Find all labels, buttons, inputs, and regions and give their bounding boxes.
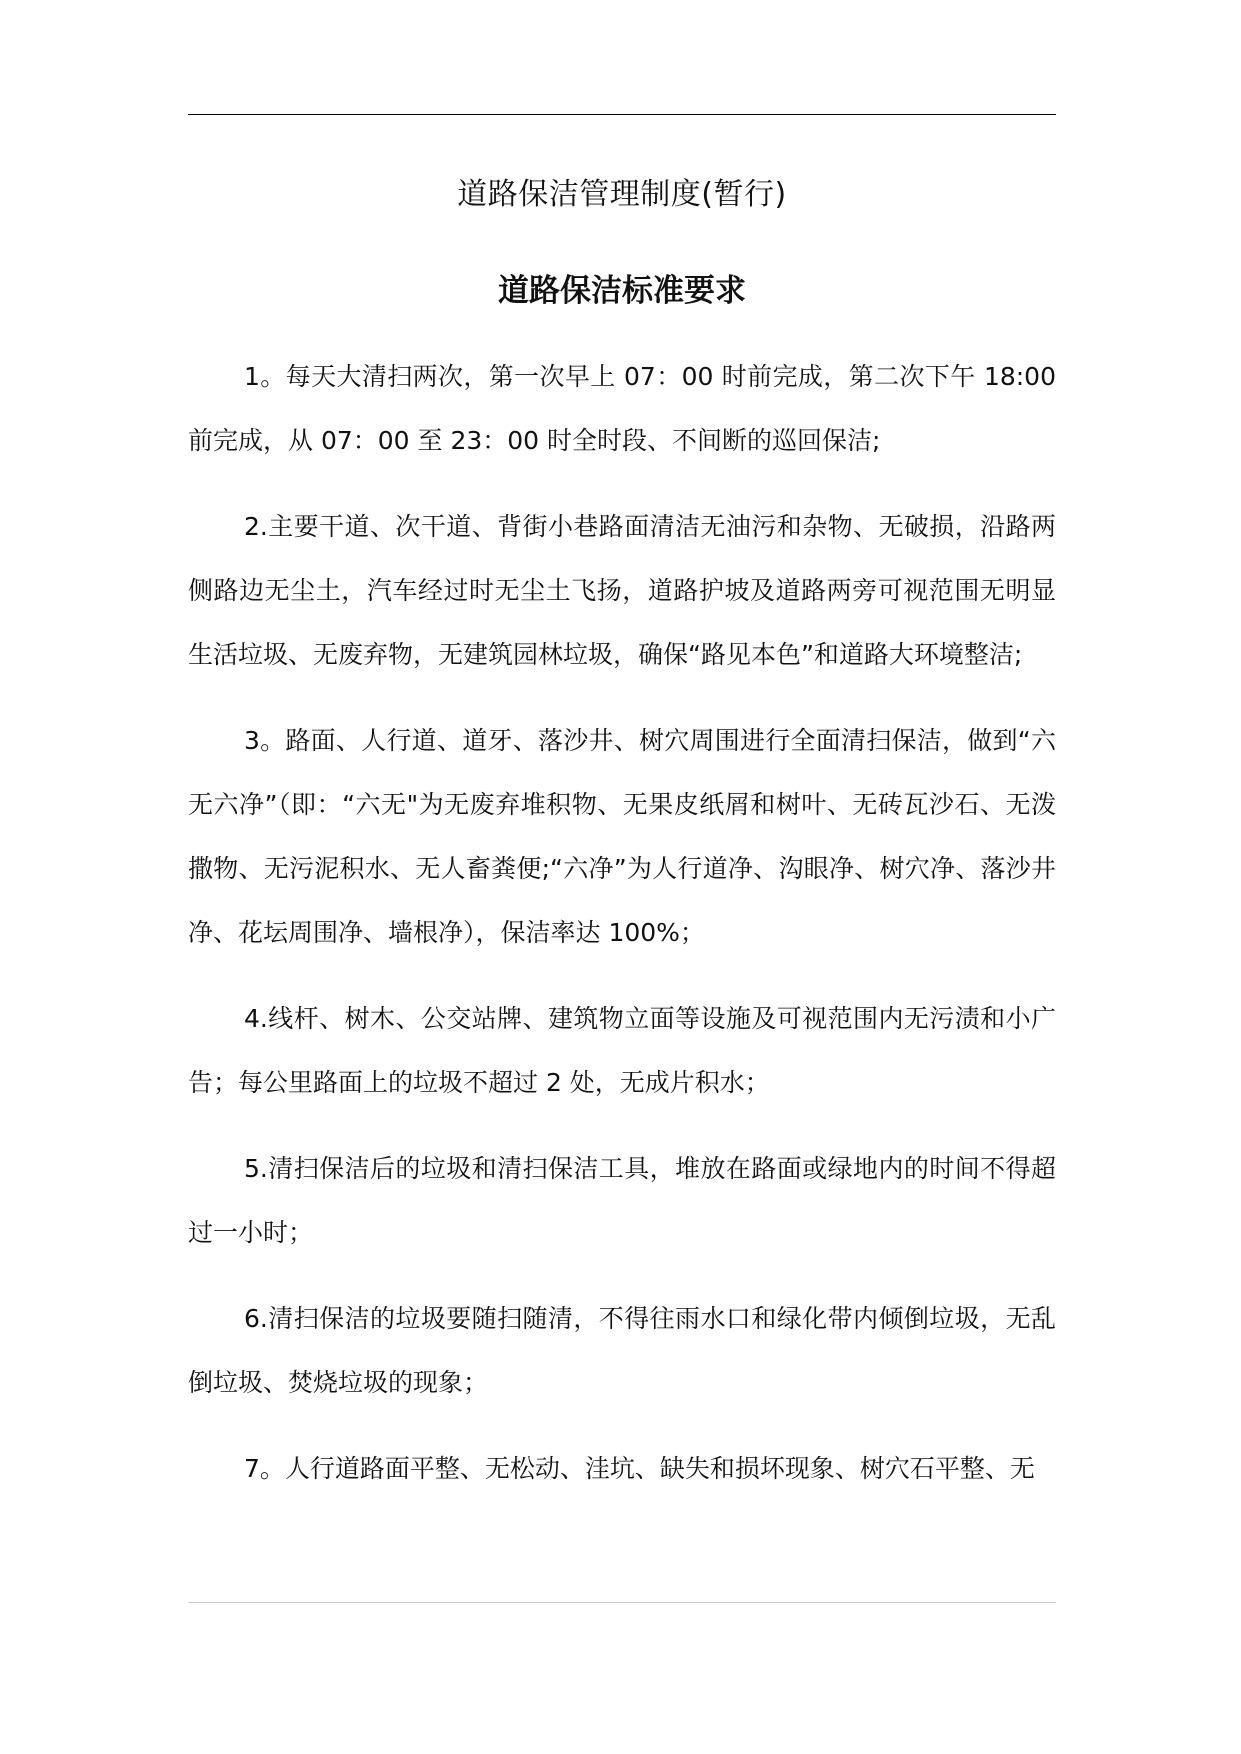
- paragraph-6: 6.清扫保洁的垃圾要随扫随清，不得往雨水口和绿化带内倾倒垃圾，无乱倒垃圾、焚烧垃圾的现象；: [188, 1304, 1056, 1397]
- paragraph-3: 3。路面、人行道、道牙、落沙井、树穴周围进行全面清扫保洁，做到“六无六净”（即：“六无"为无废弃堆积物、无果皮纸屑和树叶、无砖瓦沙石、无泼撒物、无污泥积水、无人畜粪便;“六净”为人行道净、沟眼净、树穴净、落沙井净、花坛周围净、墙根净），保洁率达 100%；: [188, 726, 1056, 947]
- document-body: [188, 165, 1056, 1523]
- paragraph-7: 7。人行道路面平整、无松动、洼坑、缺失和损坏现象、树穴石平整、无: [244, 1454, 1035, 1483]
- paragraph-2: 2.主要干道、次干道、背街小巷路面清洁无油污和杂物、无破损，沿路两侧路边无尘土，汽车经过时无尘土飞扬，道路护坡及道路两旁可视范围无明显生活垃圾、无废弃物，无建筑园林垃圾，确保“路见本色”和道路大环境整洁;: [188, 512, 1056, 669]
- footer-rule: [188, 1602, 1056, 1603]
- document-title: 道路保洁管理制度(暂行): [457, 177, 787, 212]
- header-rule: [188, 114, 1056, 115]
- paragraph-5: 5.清扫保洁后的垃圾和清扫保洁工具，堆放在路面或绿地内的时间不得超过一小时；: [188, 1154, 1056, 1247]
- section-heading: 道路保洁标准要求: [498, 273, 746, 309]
- paragraph-4: 4.线杆、树木、公交站牌、建筑物立面等设施及可视范围内无污渍和小广告；每公里路面上的垃圾不超过 2 处，无成片积水；: [188, 1004, 1056, 1097]
- paragraph-1: 1。每天大清扫两次，第一次早上 07：00 时前完成，第二次下午 18:00 前完成，从 07：00 至 23：00 时全时段、不间断的巡回保洁;: [188, 362, 1056, 455]
